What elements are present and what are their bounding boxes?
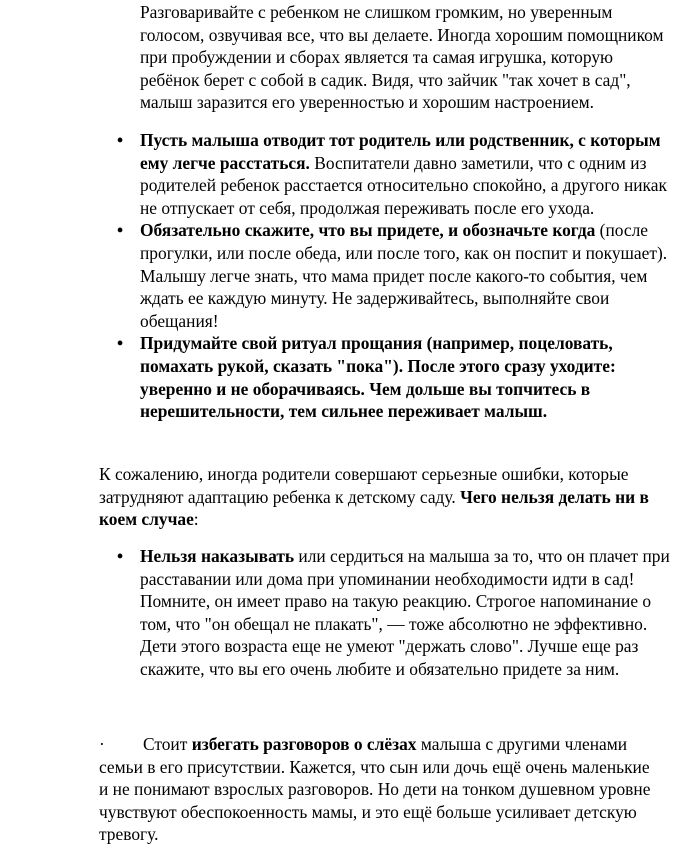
bullet-icon: • [117,546,124,566]
list-item-bold: Обязательно скажите, что вы придете, и обозначьте когда [140,220,596,241]
list-item-text: или сердиться на малыша за то, что он плачет при расставании или дома при упоминании необходимости идти в сад! Помните, он имеет право на такую реакцию. Строгое напоминание о том, что "он обещал не плакать", — тоже абсолютно не эффективно. Дети этого возраста еще не умеют "держать слово". Лучше еще раз скажите, что вы его очень любите и обязательно придете за ним. [140,546,670,679]
avoid-tears-text: малыша с другими членами семьи в его присутствии. Кажется, что сын или дочь ещё очень маленькие и не понимают взрослых разговоров. Но дети на тонком душевном уровне чувствуют обеспокоенность мамы, и это ещё больше усиливает детскую тревогу. [99,734,651,845]
avoid-tears-paragraph [99,733,659,846]
dot-marker-icon: · [99,734,105,754]
mistakes-intro-paragraph [99,463,659,531]
continuation-paragraph [140,1,672,114]
tips-list [0,129,672,423]
continuation-text: Разговаривайте с ребенком не слишком громким, но уверенным голосом, озвучивая все, что вы делаете. Иногда хорошим помощником при пробуждении и сборах является та самая игрушка, которую ребёнок берет с собой в садик. Видя, что зайчик "так хочет в сад", малыш заразится его уверенностью и хорошим настроением. [140,2,664,113]
bullet-icon: • [117,130,124,150]
mistakes-intro-bold: Чего нельзя делать ни в коем случае [99,486,649,530]
bullet-icon: • [117,333,124,354]
list-item [0,332,672,422]
avoid-tears-bold: избегать разговоров о слёзах [191,734,417,754]
mistakes-list [0,545,672,681]
list-item-bold: Нельзя наказывать [140,546,295,566]
bullet-icon: • [117,220,124,241]
list-item-text: Воспитатели давно заметили, что с одним из родителей ребенок расстается относительно спокойно, а другого никак не отпускает от себя, продолжая переживать после его ухода. [140,152,667,218]
list-item-bold: Пусть малыша отводит тот родитель или родственник, с которым ему легче расстаться. [140,130,661,173]
list-item [0,129,672,219]
mistakes-intro-tail: : [193,509,199,530]
list-item-text: (после прогулки, или после обеда, или после того, как он поспит и покушает). Малышу легче знать, что мама придет после какого-то события, чем ждать ее каждую минуту. Не задерживайтесь, выполняйте свои обещания! [140,220,668,331]
mistakes-intro-text: К сожалению, иногда родители совершают серьезные ошибки, которые затрудняют адаптацию ребенка к детскому саду. [99,464,629,507]
list-item [0,219,672,332]
list-item-bold: Придумайте свой ритуал прощания (например, поцеловать, помахать рукой, сказать "пока"). После этого сразу уходите: уверенно и не оборачиваясь. Чем дольше вы топчитесь в нерешительности, тем сильнее переживает малыш. [140,333,616,422]
avoid-tears-lead: Стоит [143,734,192,754]
list-item [0,545,672,681]
